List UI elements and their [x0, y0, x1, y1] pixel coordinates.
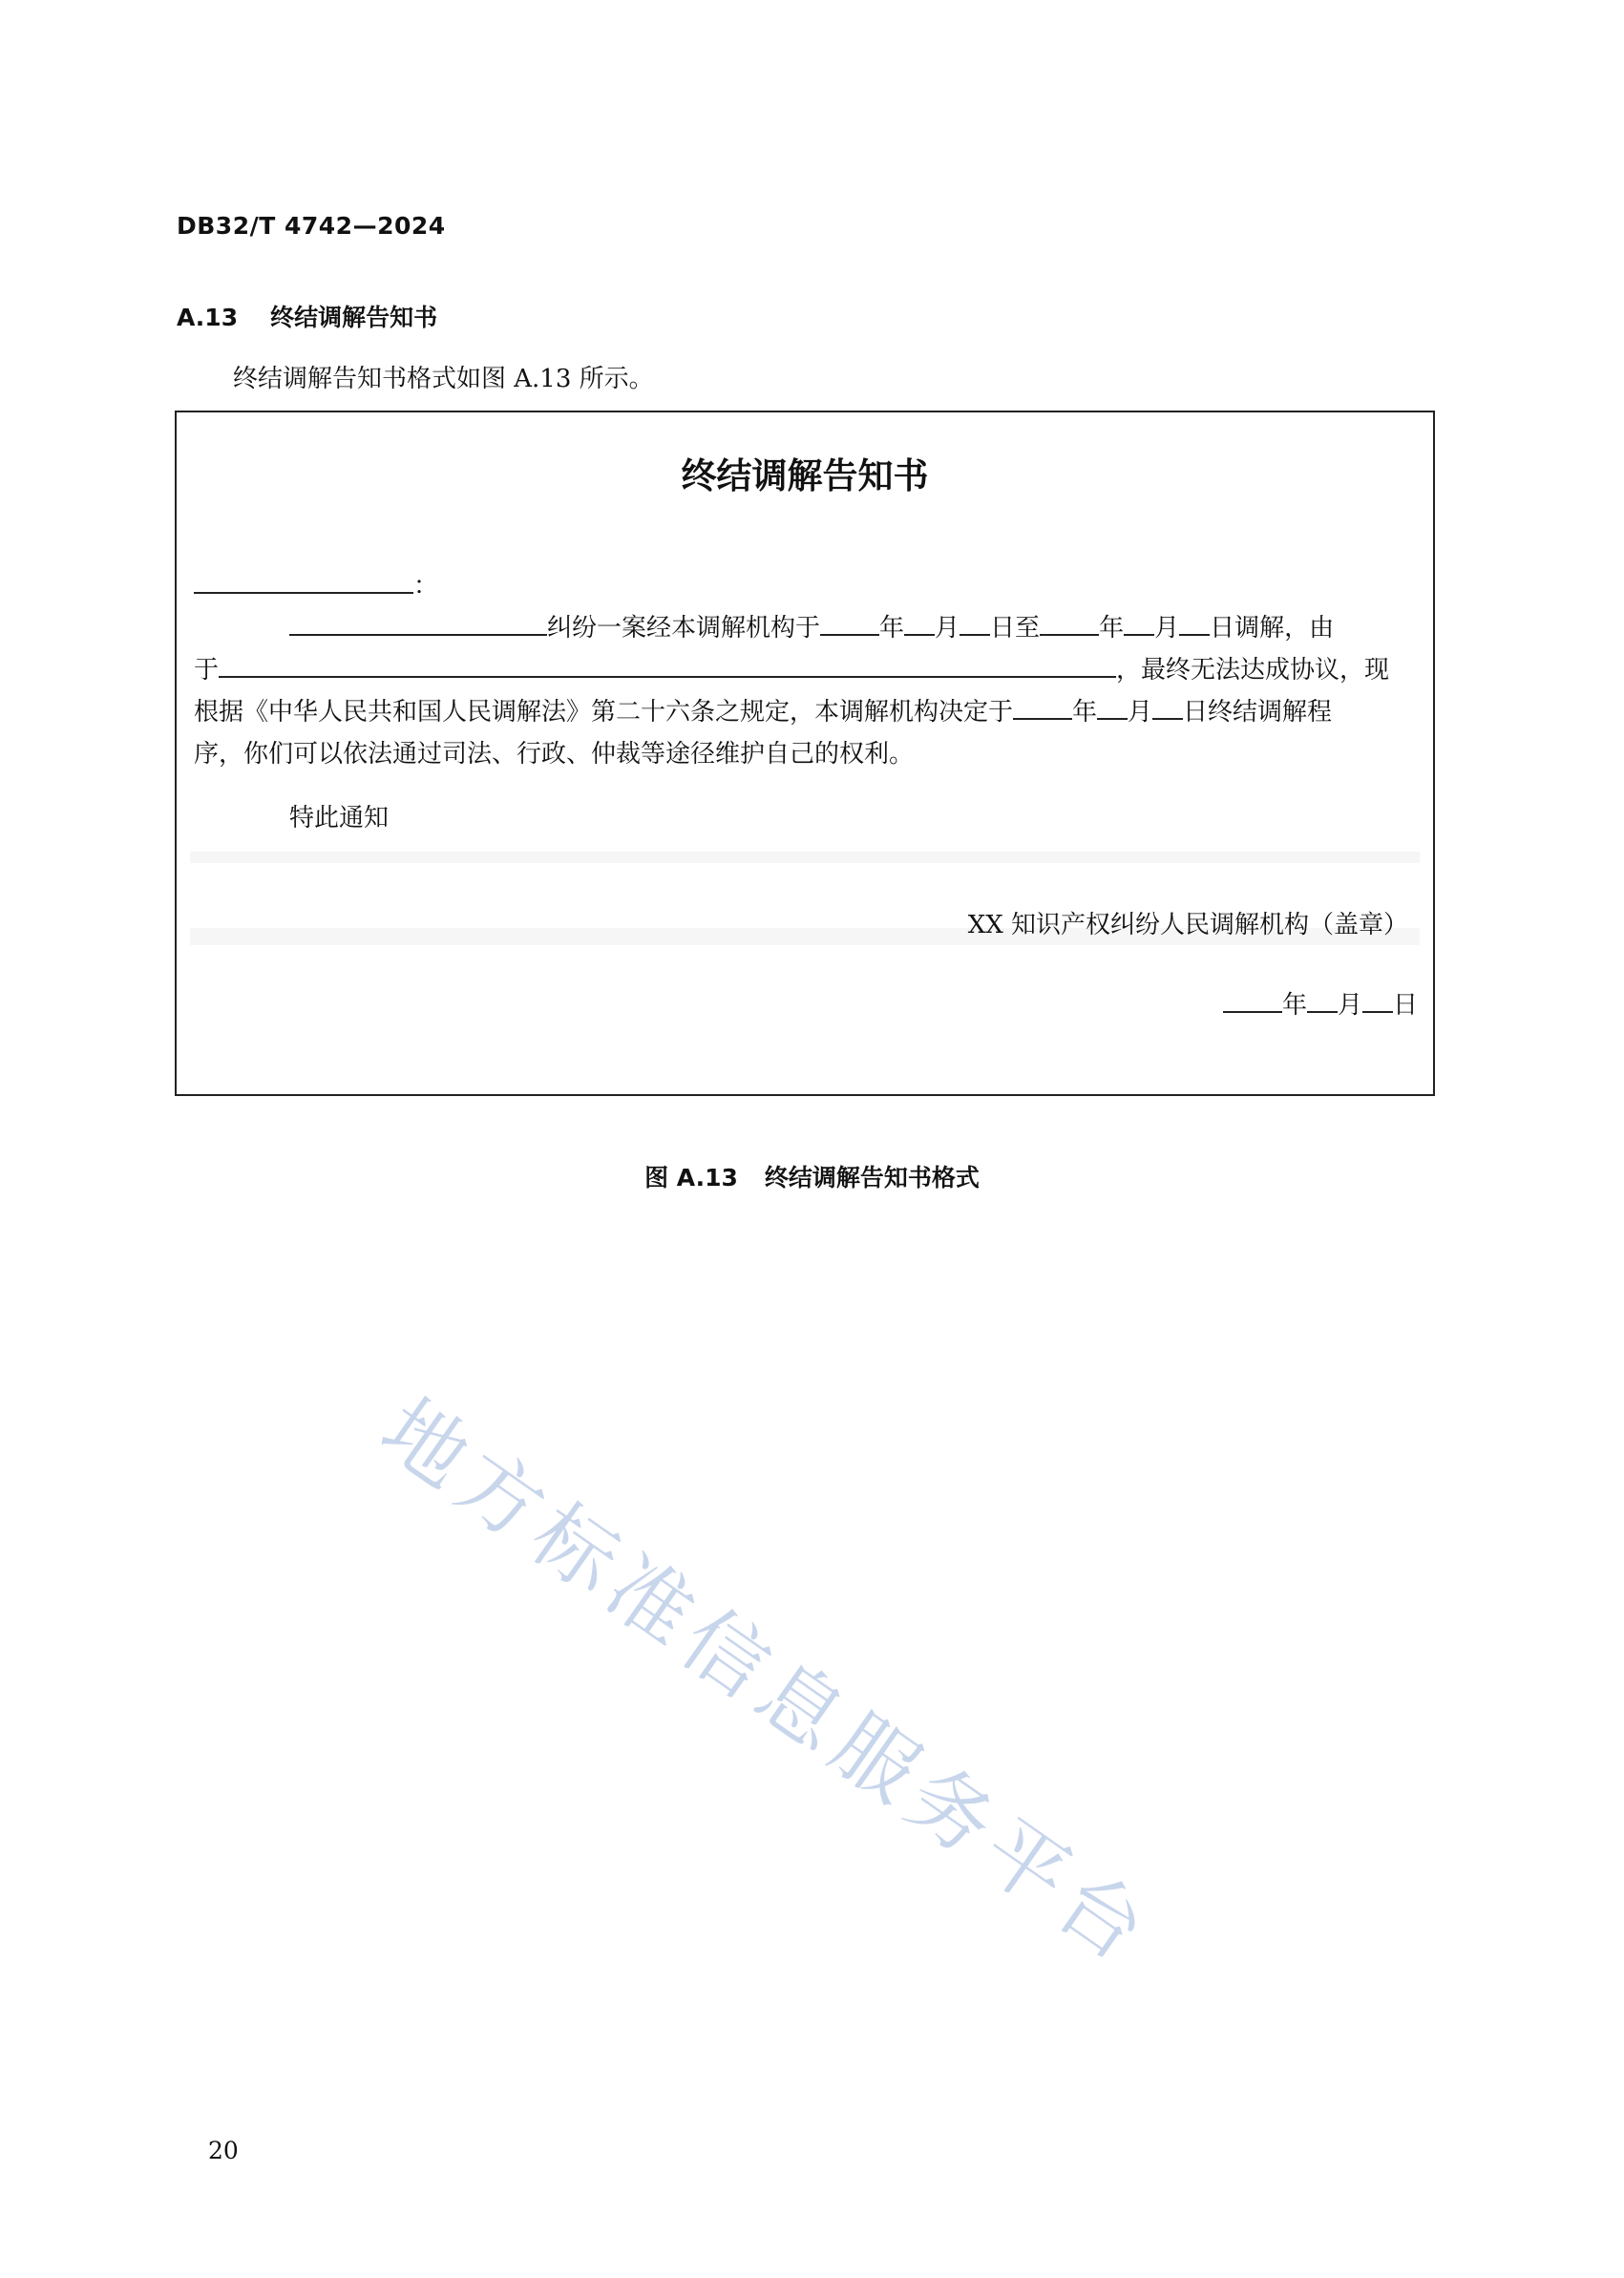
month-blank[interactable] [1097, 693, 1128, 720]
body-line-5: 序，你们可以依法通过司法、行政、仲裁等途径维护自己的权利。 [194, 740, 915, 769]
day-blank[interactable] [960, 609, 990, 636]
month-label: 月 [1337, 991, 1362, 1020]
section-number: A.13 [177, 304, 239, 331]
addressee-line [194, 565, 438, 607]
month-label: 月 [1154, 614, 1180, 643]
body-text-segment: 日终结调解程 [1183, 698, 1333, 727]
month-blank[interactable] [1124, 609, 1154, 636]
year-label: 年 [1072, 698, 1098, 727]
body-text-segment: 于 [194, 656, 220, 685]
standard-code: DB32/T 4742—2024 [177, 212, 446, 240]
watermark: 地方标准信息服务平台 [364, 1381, 1170, 1985]
day-label: 日 [1392, 991, 1418, 1020]
month-label: 月 [1128, 698, 1153, 727]
figure-title: 终结调解告知书格式 [764, 1164, 980, 1192]
day-blank[interactable] [1152, 693, 1183, 720]
body-text-segment: 纠纷一案经本调解机构于 [547, 614, 821, 643]
addressee-blank[interactable] [194, 567, 413, 594]
year-blank[interactable] [1223, 986, 1282, 1013]
body-line-3 [194, 649, 1389, 691]
year-blank[interactable] [1013, 693, 1072, 720]
body-line-4 [194, 691, 1332, 733]
day-blank[interactable] [1362, 986, 1393, 1013]
figure-number: 图 A.13 [644, 1164, 738, 1192]
form-title: 终结调解告知书 [681, 455, 929, 496]
addressee-colon: ： [413, 572, 439, 601]
section-heading [177, 299, 437, 333]
year-blank[interactable] [820, 609, 879, 636]
signature-date [1223, 985, 1418, 1021]
section-title: 终结调解告知书 [270, 304, 438, 331]
month-blank[interactable] [1307, 986, 1338, 1013]
day-to-label: 日至 [990, 614, 1041, 643]
month-blank[interactable] [904, 609, 935, 636]
notice-text: 特此通知 [289, 804, 390, 833]
organization-seal-line: XX 知识产权纠纷人民调解机构（盖章） [967, 911, 1408, 939]
intro-paragraph: 终结调解告知书格式如图 A.13 所示。 [233, 365, 654, 393]
year-label: 年 [879, 614, 905, 643]
scan-shade [190, 852, 1420, 863]
reason-blank[interactable] [219, 651, 1116, 678]
figure-caption [0, 1159, 1624, 1193]
body-text-segment: ，最终无法达成协议，现 [1116, 656, 1390, 685]
year-blank[interactable] [1040, 609, 1099, 636]
body-text-segment: 根据《中华人民共和国人民调解法》第二十六条之规定，本调解机构决定于 [194, 698, 1014, 727]
year-label: 年 [1099, 614, 1125, 643]
day-blank[interactable] [1179, 609, 1210, 636]
day-end-label: 日调解，由 [1210, 614, 1335, 643]
body-line-2 [194, 607, 1418, 649]
dispute-party-blank[interactable] [289, 609, 547, 636]
form-frame [175, 411, 1435, 1096]
month-label: 月 [935, 614, 960, 643]
page-number: 20 [208, 2137, 239, 2164]
year-label: 年 [1281, 991, 1307, 1020]
